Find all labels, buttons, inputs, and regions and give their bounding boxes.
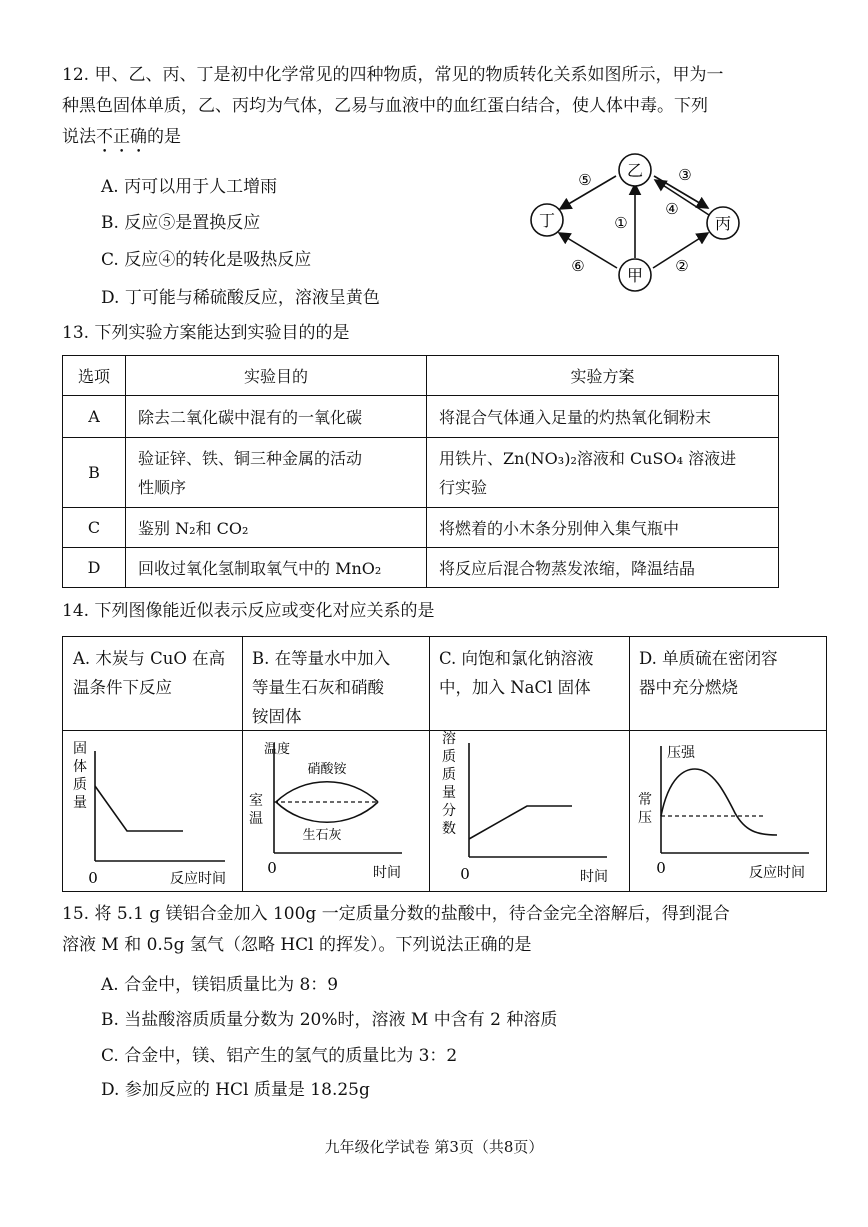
q12-line-3-pre: 说法 — [62, 127, 96, 147]
q13-table — [62, 355, 779, 588]
graph-b-curve-upper-label: 硝酸铵 — [307, 762, 347, 777]
table-row — [63, 548, 779, 588]
graph-b-curve-upper — [276, 782, 378, 802]
q14-graph-d — [629, 731, 826, 897]
graph-c-ylabel-char: 量 — [442, 785, 456, 801]
label-reaction-4: ④ — [665, 200, 679, 218]
q14-cell-a-line: A. 木炭与 CuO 在高 — [73, 649, 226, 668]
graph-c-ylabel-char: 数 — [442, 821, 456, 837]
graph-d-curve — [661, 769, 777, 835]
graph-c-ylabel-char: 质 — [442, 749, 456, 765]
q14-cell-a — [63, 637, 243, 891]
q14-graph-b — [242, 731, 429, 897]
q14-graph-a — [63, 731, 242, 897]
q13-header-option: 选项 — [63, 356, 126, 396]
q14-cell-c-line: C. 向饱和氯化钠溶液 — [439, 649, 594, 668]
q14-cell-d-line: 器中充分燃烧 — [639, 678, 738, 697]
label-reaction-1: ① — [614, 214, 628, 232]
graph-b-ref-label-char: 温 — [249, 811, 263, 827]
q12-option-a: A. 丙可以用于人工增雨 — [101, 177, 278, 197]
q13-cell-goal — [126, 438, 427, 508]
q15-option-b: B. 当盐酸溶质质量分数为 20%时，溶液 M 中含有 2 种溶质 — [101, 1010, 558, 1030]
graph-b-ref-label-char: 室 — [249, 793, 263, 809]
graph-a-ylabel-char: 质 — [73, 777, 87, 793]
graph-a-ylabel-char: 体 — [73, 759, 87, 775]
q14-cell-d-line: D. 单质硫在密闭容 — [639, 649, 778, 668]
q13-cell-goal-line: 性顺序 — [138, 477, 187, 497]
graph-b-curve-lower-label: 生石灰 — [302, 828, 342, 843]
graph-b-origin: 0 — [267, 859, 277, 877]
q14-cell-d — [629, 637, 826, 891]
question-15 — [62, 899, 832, 961]
q12-line-2: 种黑色固体单质，乙、丙均为气体，乙易与血液中的血红蛋白结合，使人体中毒。下列 — [62, 96, 708, 116]
arrow-bing-to-yi — [655, 180, 709, 215]
q12-transformation-diagram — [520, 140, 760, 300]
graph-b-curve-lower — [276, 802, 378, 822]
q13-cell-goal-line: 验证锌、铁、铜三种金属的活动 — [138, 448, 363, 468]
q13-cell-plan-line: 用铁片、Zn(NO₃)₂溶液和 CuSO₄ 溶液进 — [439, 448, 737, 468]
q12-line-3-post: 的是 — [147, 127, 181, 147]
q13-cell-goal: 除去二氧化碳中混有的一氧化碳 — [126, 396, 427, 438]
q15-option-d: D. 参加反应的 HCl 质量是 18.25g — [101, 1080, 370, 1100]
page-footer: 九年级化学试卷 第3页（共8页） — [324, 1138, 544, 1156]
graph-b-ylabel: 温度 — [264, 742, 291, 757]
q13-cell-option: D — [63, 548, 126, 588]
q13-cell-plan: 将燃着的小木条分别伸入集气瓶中 — [427, 508, 779, 548]
graph-c-ylabel-char: 分 — [442, 803, 456, 819]
q13-cell-plan — [427, 438, 779, 508]
label-reaction-6: ⑥ — [571, 257, 585, 275]
q12-option-b: B. 反应⑤是置换反应 — [101, 213, 261, 233]
q15-option-c: C. 合金中，镁、铝产生的氢气的质量比为 3：2 — [101, 1046, 458, 1066]
q14-cell-c-line: 中，加入 NaCl 固体 — [439, 678, 591, 697]
graph-c-curve — [469, 806, 572, 839]
q13-cell-option: A — [63, 396, 126, 438]
q14-stem: 14. 下列图像能近似表示反应或变化对应关系的是 — [62, 601, 435, 621]
q14-graph-c — [429, 731, 629, 897]
graph-a-curve — [95, 786, 183, 831]
q13-cell-goal: 鉴别 N₂和 CO₂ — [126, 508, 427, 548]
arrow-jia-to-ding — [559, 233, 617, 268]
q12-option-d: D. 丁可能与稀硫酸反应，溶液呈黄色 — [101, 288, 380, 308]
q14-table — [62, 636, 827, 892]
graph-c-ylabel-char: 溶 — [442, 731, 456, 747]
q13-cell-plan-line: 行实验 — [439, 477, 488, 497]
table-row — [63, 438, 779, 508]
graph-c-origin: 0 — [460, 865, 470, 883]
table-row — [63, 508, 779, 548]
q15-line-2: 溶液 M 和 0.5g 氢气（忽略 HCl 的挥发）。下列说法正确的是 — [62, 935, 532, 955]
node-jia: 甲 — [626, 266, 644, 285]
graph-d-ref-label-char: 压 — [638, 810, 652, 826]
label-reaction-5: ⑤ — [578, 171, 592, 189]
q15-line-1: 15. 将 5.1 g 镁铝合金加入 100g 一定质量分数的盐酸中，待合金完全溶解后，得到混合 — [62, 904, 730, 924]
q13-cell-goal: 回收过氧化氢制取氧气中的 MnO₂ — [126, 548, 427, 588]
graph-c-xlabel: 时间 — [580, 869, 608, 885]
q13-header-plan: 实验方案 — [427, 356, 779, 396]
graph-a-origin: 0 — [88, 869, 98, 887]
graph-a-ylabel-char: 量 — [73, 795, 87, 811]
graph-d-origin: 0 — [656, 859, 666, 877]
q14-cell-b-line: 铵固体 — [252, 707, 302, 726]
label-reaction-2: ② — [675, 257, 689, 275]
q14-cell-b-line: 等量生石灰和硝酸 — [252, 678, 384, 697]
q15-option-a: A. 合金中，镁铝质量比为 8：9 — [101, 975, 339, 995]
q14-cell-c — [429, 637, 630, 891]
graph-c-ylabel-char: 质 — [442, 767, 456, 783]
graph-b-xlabel: 时间 — [373, 865, 401, 881]
q13-cell-plan: 将混合气体通入足量的灼热氧化铜粉末 — [427, 396, 779, 438]
q13-cell-option: C — [63, 508, 126, 548]
q13-cell-option: B — [63, 438, 126, 508]
table-row — [63, 396, 779, 438]
graph-d-ylabel: 压强 — [667, 745, 695, 761]
q12-option-c: C. 反应④的转化是吸热反应 — [101, 250, 312, 270]
graph-a-ylabel-char: 固 — [73, 741, 87, 757]
graph-d-xlabel: 反应时间 — [749, 865, 805, 881]
q12-line-1: 12. 甲、乙、丙、丁是初中化学常见的四种物质，常见的物质转化关系如图所示，甲为一 — [62, 65, 724, 85]
q14-cell-b-line: B. 在等量水中加入 — [252, 649, 391, 668]
label-reaction-3: ③ — [678, 166, 692, 184]
graph-a-xlabel: 反应时间 — [170, 871, 226, 887]
q14-cell-b — [242, 637, 430, 891]
node-yi: 乙 — [626, 161, 644, 180]
graph-d-ref-label-char: 常 — [638, 792, 652, 808]
q12-emphasis: 不正确 — [96, 127, 147, 147]
node-ding: 丁 — [538, 211, 556, 230]
q13-cell-plan: 将反应后混合物蒸发浓缩，降温结晶 — [427, 548, 779, 588]
q14-cell-a-line: 温条件下反应 — [73, 678, 172, 697]
node-bing: 丙 — [714, 214, 732, 233]
q13-stem: 13. 下列实验方案能达到实验目的的是 — [62, 323, 350, 343]
q13-header-goal: 实验目的 — [126, 356, 427, 396]
